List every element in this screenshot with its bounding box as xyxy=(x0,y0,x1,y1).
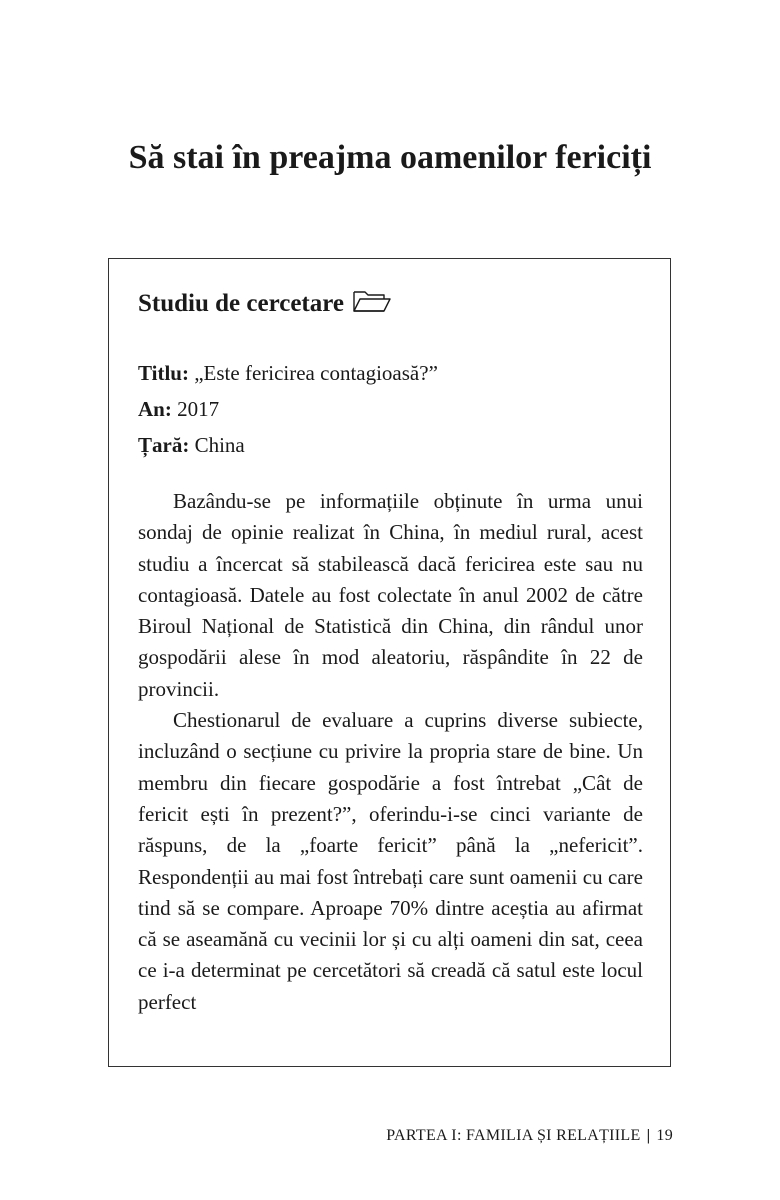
meta-year-value: 2017 xyxy=(177,397,220,421)
folder-icon xyxy=(352,289,392,323)
page-number: 19 xyxy=(656,1127,673,1144)
chapter-title: Să stai în preajma oamenilor fericiți xyxy=(128,139,652,176)
paragraph: Chestionarul de evaluare a cuprins diverse subiecte, incluzând o secțiune cu privire la propria stare de bine. Un membru din fiecare gospodărie a fost întrebat „Cât de fericit ești în prezent?”, oferindu-i-se cinci variante de răspuns, de la „foarte fericit” până la „nefericit”. Respondenții au mai fost întrebați care sunt oamenii cu care tind să se compare. Aproape 70% dintre aceștia au afirmat că se aseamănă cu vecinii lor și cu alți oameni din sat, ceea ce i-a determinat pe cercetători să creadă că satul este locul perfect xyxy=(138,708,643,1014)
meta-country-value: China xyxy=(194,433,245,457)
meta-title-label: Titlu: xyxy=(138,361,189,385)
meta-title-line xyxy=(138,355,438,391)
research-study-box xyxy=(108,258,671,1067)
study-metadata xyxy=(138,355,438,463)
meta-year-line xyxy=(138,391,438,427)
meta-title-value: „Este fericirea contagioasă?” xyxy=(194,361,438,385)
meta-country-line xyxy=(138,427,438,463)
box-heading-text: Studiu de cercetare xyxy=(138,290,344,317)
box-heading xyxy=(138,287,392,323)
meta-year-label: An: xyxy=(138,397,172,421)
study-body xyxy=(138,486,643,1018)
meta-country-label: Țară: xyxy=(138,433,190,457)
footer-separator: | xyxy=(646,1127,651,1144)
paragraph: Bazându-se pe informațiile obținute în urma unui sondaj de opinie realizat în China, în mediul rural, acest studiu a încercat să stabilească dacă fericirea este sau nu contagioasă. Datele au fost colectate în anul 2002 de către Biroul Național de Statistică din China, din rândul unor gospodării alese în mod aleatoriu, răspândite în 22 de provincii. xyxy=(138,489,643,701)
running-head: PARTEA I: FAMILIA ȘI RELAȚIILE xyxy=(386,1127,641,1144)
running-footer xyxy=(386,1126,673,1146)
